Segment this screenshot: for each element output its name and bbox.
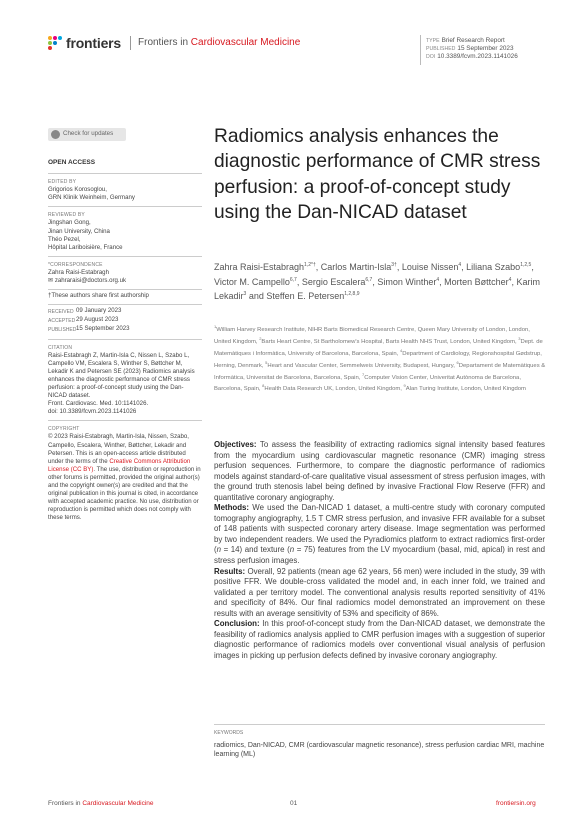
- conclusion-label: Conclusion:: [214, 619, 260, 629]
- divider: [48, 173, 202, 174]
- accepted-label: ACCEPTED: [48, 318, 76, 325]
- accepted-value: 29 August 2023: [76, 316, 119, 324]
- page-header: [48, 33, 548, 63]
- type-label: TYPE: [426, 38, 440, 44]
- affiliation: William Harvey Research Institute, NIHR Barts Biomedical Research Centre, Queen Mary University of London, London, United Kingdom,: [214, 326, 530, 345]
- correspondence-name: Zahra Raisi-Estabragh: [48, 268, 109, 276]
- equal-contribution-note: †These authors share first authorship: [48, 292, 149, 300]
- published-label: PUBLISHED: [48, 327, 77, 334]
- keywords-label: KEYWORDS: [214, 730, 244, 736]
- keywords: radiomics, Dan-NICAD, CMR (cardiovascular magnetic resonance), stress perfusion cardiac MRI, machine learning (ML): [214, 742, 545, 759]
- divider: [48, 206, 202, 207]
- divider: [48, 304, 202, 305]
- divider: [48, 420, 202, 421]
- reviewed-by-label: REVIEWED BY: [48, 212, 85, 219]
- article-title: Radiomics analysis enhances the diagnostic performance of CMR stress perfusion: a proof-of-concept study using the Dan-NICAD dataset: [214, 126, 541, 223]
- article-sidebar: [48, 128, 202, 522]
- check-updates-button[interactable]: [48, 128, 126, 141]
- reviewer-affiliation: Hôpital Lariboisière, France: [48, 243, 123, 251]
- open-access-label: OPEN ACCESS: [48, 159, 96, 166]
- copyright-label: COPYRIGHT: [48, 426, 80, 433]
- reviewer-name: Théo Pezel,: [48, 235, 81, 243]
- affiliation: Dept. de Matemàtiques i Informàtica, University of Barcelona, Barcelona, Spain,: [214, 338, 543, 357]
- affiliation: Health Data Research UK, London, United Kingdom,: [264, 386, 404, 393]
- article-meta: [426, 37, 518, 62]
- n-symbol: n: [216, 545, 222, 555]
- divider: [48, 256, 202, 257]
- affiliation: Barts Heart Centre, St Bartholomew's Hospital, Barts Health NHS Trust, London, United Kingdom,: [261, 338, 519, 345]
- affiliation: Heart and Vascular Center, Semmelweis University, Budapest, Hungary,: [267, 362, 457, 369]
- objectives-text: To assess the feasibility of extracting radiomics signal intensity based features from the myocardium using cardiovascular magnetic resonance (CMR) imaging stress perfusion sequences. Furthermore, to compare the diagnostic performance of radiomics models against standard-of-care qualitative visual assessment of stress perfusion images, with the ground truth stenosis label being defined by invasive Fractional Flow Reserve (FFR) and quantitative coronary angiography.: [214, 440, 545, 502]
- type-value: Brief Research Report: [441, 37, 505, 44]
- affiliation: Department of Cardiology, Regionshospital Gødstrup, Herning, Denmark,: [214, 350, 542, 369]
- published-label: PUBLISHED: [426, 46, 456, 53]
- correspondence-label: *CORRESPONDENCE: [48, 261, 103, 268]
- methods-text-3: = 75) features from the LV myocardium (basal, mid, apical) in rest and stress perfusion images.: [214, 545, 545, 566]
- received-row: [48, 307, 202, 316]
- abstract-objectives: [214, 440, 545, 503]
- header-divider: [130, 36, 131, 50]
- divider: [48, 289, 202, 290]
- editor-name: Grigorios Korosoglou,: [48, 186, 107, 194]
- check-updates-icon: [51, 130, 60, 139]
- edited-by-label: EDITED BY: [48, 179, 77, 186]
- citation-journal: Front. Cardiovasc. Med. 10:1141026.: [48, 400, 149, 408]
- frontiers-logo-icon: [48, 36, 62, 50]
- abstract-results: [214, 567, 545, 620]
- divider: [48, 339, 202, 340]
- footer-site-link[interactable]: frontiersin.org: [496, 800, 536, 807]
- affiliation: Departament de Matemàtiques & Informàtica, Universitat de Barcelona, Barcelona, Spain,: [214, 362, 546, 381]
- abstract-conclusion: [214, 619, 545, 661]
- copyright-text-2: . The use, distribution or reproduction in other forums is permitted, provided the original author(s) and the copyright owner(s) are credited and that the original publication in this journal is cited, in accordance with accepted academic practice. No use, distribution or reproduction is permitted which does not comply with these terms.: [48, 465, 201, 522]
- email-icon: ✉: [48, 277, 55, 285]
- reviewer-name: Jingshan Gong,: [48, 219, 91, 227]
- reviewer-affiliation: Jinan University, China: [48, 227, 110, 235]
- citation-text: Raisi-Estabragh Z, Martin-Isla C, Nissen L, Szabo L, Campello VM, Escalera S, Winther S, Bøttcher M, Lekadir K and Petersen SE (2023) Radiomics analysis enhances the diagnostic performance of CMR stress perfusion: a proof-of-concept study using the Dan-NICAD dataset.: [48, 351, 195, 400]
- copyright-text-1: © 2023 Raisi-Estabragh, Martin-Isla, Nissen, Szabo, Campello, Escalera, Winther, Bøttcher, Lekadir and Petersen. This is an open-access article distributed under the terms of the: [48, 433, 189, 465]
- n-symbol: n: [289, 545, 295, 555]
- doi-value[interactable]: 10.3389/fcvm.2023.1141026: [437, 53, 518, 61]
- citation-label: CITATION: [48, 344, 73, 351]
- cc-by-license-link[interactable]: Creative Commons Attribution License (CC BY): [48, 457, 191, 473]
- affiliation: Computer Vision Center, Univeritat Autònoma de Barcelona, Barcelona, Spain,: [214, 374, 521, 393]
- results-text: Overall, 92 patients (mean age 62 years, 56 men) were included in the study, 39 with positive FFR. We double-cross validated the model and, in each inner fold, we trained and validated a per territory model. The conventional analysis results reported sensitivity of 41% and specificity of 84%. Our final radiomics model demonstrated an improvement on these results with an average sensitivity of 53% and specificity of 86%.: [214, 566, 545, 618]
- frontiers-logo[interactable]: [48, 35, 121, 51]
- footer-journal[interactable]: [48, 800, 154, 807]
- published-value: 15 September 2023: [76, 325, 130, 333]
- editor-affiliation: GRN Klinik Weinheim, Germany: [48, 194, 135, 202]
- affiliation: Alan Turing Institute, London, United Kingdom: [405, 386, 526, 393]
- doi-label: DOI: [426, 54, 436, 61]
- footer-journal-accent: Cardiovascular Medicine: [82, 800, 154, 807]
- methods-text-2: = 14) and texture (: [221, 545, 290, 555]
- received-value: 09 January 2023: [76, 307, 122, 315]
- correspondence-email[interactable]: [48, 277, 202, 285]
- footer-journal-prefix: Frontiers in: [48, 800, 83, 807]
- conclusion-text: In this proof-of-concept study from the Dan-NICAD dataset, we demonstrate the feasibility of radiomics analysis applied to CMR perfusion images with a suggestion of superior diagnostic performance of radiomics models over conventional visual analysis of perfusion images in picking up perfusion defects defined by invasive coronary angiography.: [214, 619, 545, 660]
- copyright-text: [48, 433, 202, 522]
- page-number: 01: [290, 800, 298, 807]
- methods-text-1: We used the Dan-NICAD 1 dataset, a multi-centre study with coronary computed tomography angiography, 1.5 T CMR stress perfusion, and invasive FFR available for a subset of 148 patients with suspected coronary artery disease. Image segmentation was performed by two independent readers. We used the Pyradiomics platform to extract radiomics first-order (: [214, 503, 545, 555]
- published-value: 15 September 2023: [457, 45, 514, 53]
- citation-doi[interactable]: doi: 10.3389/fcvm.2023.1141026: [48, 408, 137, 416]
- author-list: Zahra Raisi-Estabragh$^{1,2*\dagger}$, Carlos Martin-Isla$^{3\dagger}$, Louise Nissen$^4$, Liliana Szabo$^{1,2,5}$, Victor M. Campello$^{6,7}$, Sergio Escalera$^{6,7}$, Simon Winther$^4$, Morten Bøttcher$^4$, Karim Lekadir$^3$ and Steffen E. Petersen$^{1,2,8,9}$: [214, 262, 540, 302]
- published-row: [48, 325, 202, 334]
- correspondence-email-text: zahraraisi@doctors.org.uk: [54, 277, 127, 285]
- affiliations: $^1$William Harvey Research Institute, NIHR Barts Biomedical Research Centre, Queen Mary University of London, London, United Kingdom, $^2$Barts Heart Centre, St Bartholomew's Hospital, Barts Health NHS Trust, London, United Kingdom, $^3$Dept. de Matemàtiques i Informàtica, University of Barcelona, Barcelona, Spain, $^4$Department of Cardiology, Regionshospital Gødstrup, Herning, Denmark, $^5$Heart and Vascular Center, Semmelweis University, Budapest, Hungary, $^6$Departament de Matemàtiques & Informàtica, Universitat de Barcelona, Barcelona, Spain, $^7$Computer Vision Center, Univeritat Autònoma de Barcelona, Barcelona, Spain, $^8$Health Data Research UK, London, United Kingdom, $^9$Alan Turing Institute, London, United Kingdom: [214, 324, 546, 393]
- journal-prefix: Frontiers in: [138, 37, 191, 48]
- abstract: [214, 440, 545, 661]
- objectives-label: Objectives:: [214, 440, 257, 449]
- abstract-methods: [214, 503, 545, 566]
- accepted-row: [48, 316, 202, 325]
- logo-wordmark: frontiers: [66, 35, 121, 51]
- methods-label: Methods:: [214, 503, 250, 513]
- received-label: RECEIVED: [48, 309, 74, 316]
- keywords-divider: [214, 724, 545, 725]
- journal-name[interactable]: [138, 37, 300, 48]
- check-updates-label: Check for updates: [63, 130, 114, 138]
- journal-accent: Cardiovascular Medicine: [190, 37, 301, 48]
- meta-divider: [420, 35, 421, 65]
- results-label: Results:: [214, 566, 246, 576]
